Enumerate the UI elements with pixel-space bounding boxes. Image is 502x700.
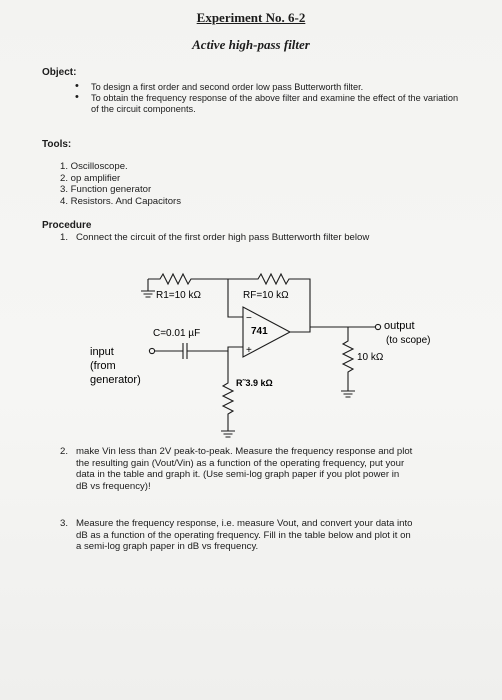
object-item: • To obtain the frequency response of the above filter and examine the effect of the variation of the circuit components.	[74, 93, 464, 115]
ground-symbol	[341, 383, 355, 397]
step-number: 1.	[60, 232, 69, 243]
ground-resistor	[223, 351, 233, 423]
tools-item: 2. op amplifier	[60, 172, 121, 184]
step-number: 3.	[60, 518, 69, 529]
step-number: 2.	[60, 446, 69, 457]
opamp-label: 741	[251, 326, 268, 337]
experiment-number: Experiment No. 6-2	[196, 10, 306, 25]
opamp-minus: −	[246, 313, 252, 324]
procedure-step-1	[60, 232, 480, 246]
step-line: make Vin less than 2V peak-to-peak. Measure the frequency response and plot	[76, 446, 413, 457]
tools-list	[60, 161, 181, 207]
output-terminal	[375, 324, 380, 329]
input-terminal	[149, 348, 154, 353]
opamp-plus: +	[246, 345, 252, 356]
r1-label: R1=10 kΩ	[156, 290, 201, 301]
step-line: the resulting gain (Vout/Vin) as a function of the operating frequency, put your	[76, 457, 405, 469]
step-line: dB as a function of the operating frequency. Fill in the table below and plot it on	[76, 529, 411, 541]
output-label: (to scope)	[386, 335, 431, 346]
object-label: Object:	[42, 67, 77, 78]
input-label: (from	[90, 360, 116, 372]
capacitor-label: C=0.01 µF	[153, 328, 201, 339]
rf-label: RF=10 kΩ	[243, 290, 289, 301]
procedure-step-2	[60, 446, 490, 506]
input-label: input	[90, 346, 114, 358]
step-line: dB vs frequency)!	[76, 480, 151, 492]
output-label: output	[384, 320, 415, 332]
procedure-step-3	[60, 518, 490, 566]
load-resistor-label: 10 kΩ	[357, 352, 384, 363]
tools-item: 4. Resistors. And Capacitors	[60, 195, 182, 207]
r1-resistor	[148, 274, 228, 284]
object-list	[74, 82, 464, 115]
step-line: a semi-log graph paper in dB vs frequency.	[76, 541, 259, 552]
circuit-diagram	[0, 255, 502, 455]
load-resistor	[343, 327, 353, 383]
object-item: • To design a first order and second order low pass Butterworth filter.	[74, 82, 464, 93]
input-label: generator)	[90, 374, 141, 386]
ground-symbol	[141, 279, 155, 297]
step-line: data in the table and graph it. (Use semi-log graph paper if you plot power in	[76, 469, 400, 480]
tools-item: 1. Oscilloscope.	[60, 161, 128, 172]
capacitor	[155, 343, 243, 359]
step-line: Measure the frequency response, i.e. measure Vout, and convert your data into	[76, 518, 413, 529]
tools-label: Tools:	[42, 139, 72, 150]
step-text: Connect the circuit of the first order high pass Butterworth filter below	[76, 232, 370, 243]
ground-symbol	[221, 423, 235, 437]
ground-resistor-label: R˜3.9 kΩ	[236, 378, 273, 388]
tools-item: 3. Function generator	[60, 184, 152, 195]
procedure-label: Procedure	[42, 220, 92, 231]
page-title: Active high-pass filter	[192, 37, 310, 52]
